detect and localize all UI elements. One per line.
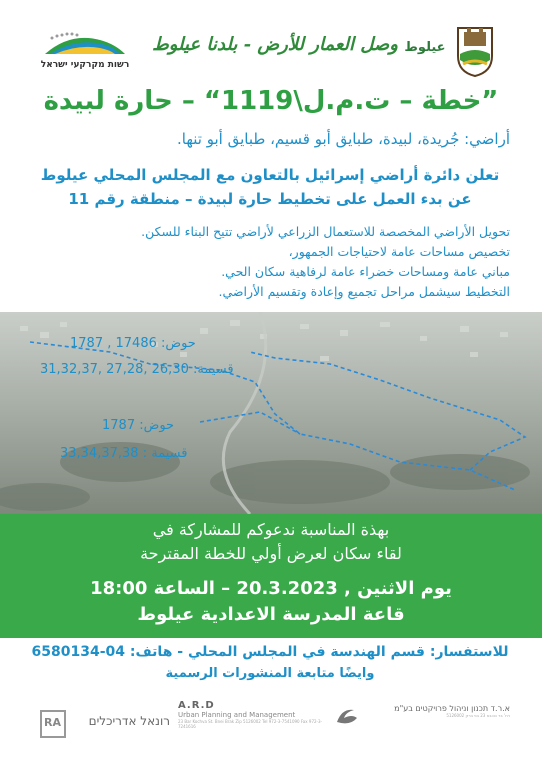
- ard-hebrew-info: [380, 704, 510, 718]
- ard-hebrew-title: א.ר.ד תכנון וניהול פרויקטים בע"מ: [394, 704, 510, 713]
- invitation-line-2: لقاء سكان لعرض أولي للخطة المقترحة: [140, 544, 402, 563]
- invitation-line-1: بهذة المناسبة ندعوكم للمشاركة في: [152, 520, 390, 539]
- announcement-line-1: تعلن دائرة أراضي إسرائيل بالتعاون مع المجلس المحلي عيلوط: [40, 166, 500, 184]
- parcel-block-1: حوض: 17486 , 1787: [70, 336, 196, 351]
- parcel-lots-2: قسيمة : 33,34,37,38: [60, 446, 188, 461]
- meeting-datetime: يوم الاثنين , 20.3.2023 – الساعة 18:00: [90, 578, 452, 599]
- land-authority-caption: רשות מקרקעי ישראל: [40, 60, 130, 70]
- land-authority-icon: [40, 28, 130, 58]
- lands-list: أراضي: جُريدة، لبيدة، طبايق أبو قسيم، طبايق أبو تنها.: [177, 130, 510, 148]
- ronel-mark-icon: [40, 710, 66, 738]
- plan-goal-item: مباني عامة ومساحات خضراء عامة لرفاهية سكان الحي.: [221, 264, 510, 279]
- ard-swirl-icon: [334, 704, 360, 730]
- plan-goals: [20, 222, 510, 302]
- slogan: وصل العمار للأرض - بلدنا عيلوط: [152, 34, 398, 55]
- ard-address: 23 Bar Kochva St. Bnei Brak Zip 5126002 Tel 972-3-7541090 Fax 972-3-7241616: [178, 719, 322, 729]
- contact-phone: للاستفسار: قسم الهندسة في المجلس المحلي - هاتف: 04-6580134: [31, 644, 509, 660]
- ard-subtitle: Urban Planning and Management: [178, 711, 296, 719]
- plan-title: ”خطة – ت.م.ل\1119“ – حارة لبيدة: [43, 86, 499, 116]
- town-crest-icon: [455, 24, 495, 78]
- plan-goal-item: تخصيص مساحات عامة لاحتياجات الجمهور،: [288, 244, 510, 259]
- plan-goal-item: التخطيط سيشمل مراحل تجميع وإعادة وتقسيم الأراضي.: [218, 284, 510, 299]
- meeting-location: قاعة المدرسة الاعدادية عيلوط: [137, 604, 405, 625]
- parcel-lots-1: قسيمة: 26,30 ,27,28 ,31,32,37: [40, 362, 234, 377]
- ard-hebrew-address: רח' בר כוכבא 23 בני ברק 5126002: [446, 713, 510, 718]
- ronel-architects-logo: [40, 706, 170, 740]
- israel-land-authority-logo: [40, 28, 130, 74]
- parcel-block-2: حوض: 1787: [102, 418, 175, 433]
- town-name: عيلوط: [404, 40, 446, 55]
- ronel-name: רונאל אדריכלים: [88, 714, 170, 728]
- ronel-mark-text: RA: [44, 716, 61, 729]
- announcement-line-2: عن بدء العمل على تخطيط حارة لبيدة – منطقة رقم 11: [68, 190, 472, 208]
- plan-goal-item: تحويل الأراضي المخصصة للاستعمال الزراعي لأراضي تتيح البناء للسكن.: [141, 224, 510, 239]
- ard-logo: [178, 700, 328, 729]
- contact-note: وايضًا متابعة المنشورات الرسمية: [165, 666, 375, 681]
- ard-title: A.R.D: [178, 700, 215, 711]
